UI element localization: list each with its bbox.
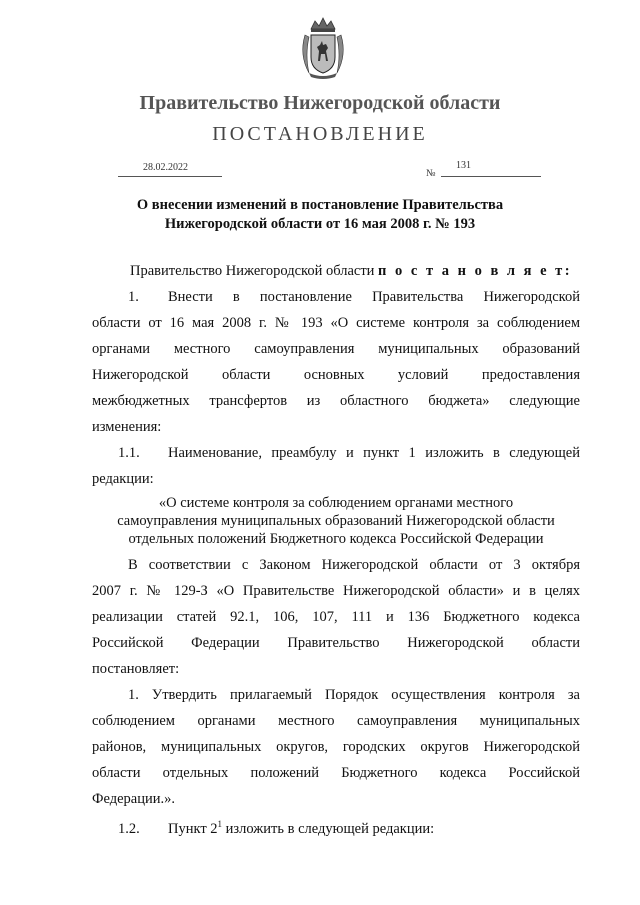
- paragraph-1-line: [92, 284, 580, 310]
- heading-line: Нижегородской области от 16 мая 2008 г. № 193: [164, 216, 476, 232]
- quoted-item-line: Федерации.».: [92, 791, 175, 807]
- preamble-line: Российской Федерации Правительство Нижегородской области: [92, 635, 580, 651]
- quoted-item-line: соблюдением органами местного самоуправления муниципальных: [92, 713, 580, 729]
- paragraph-1-line: межбюджетных трансфертов из областного бюджета» следующие: [92, 393, 580, 409]
- paragraph-text: Пункт 2: [168, 821, 218, 837]
- document-number: 131: [456, 160, 471, 171]
- quoted-title-line: самоуправления муниципальных образований Нижегородской области: [117, 513, 555, 529]
- paragraph-number: 1.2.: [118, 821, 140, 837]
- paragraph-number: 1.: [128, 289, 139, 305]
- intro-text: Правительство Нижегородской области: [130, 263, 379, 279]
- document-date: 28.02.2022: [143, 162, 188, 173]
- quoted-title: [92, 494, 580, 548]
- paragraph-1-line: области от 16 мая 2008 г. № 193 «О системе контроля за соблюдением: [92, 315, 580, 331]
- number-underline: [441, 176, 541, 177]
- paragraph-text: Внести в постановление Правительства Нижегородской: [168, 289, 580, 305]
- paragraph-1-2-line: [92, 816, 580, 842]
- intro-decree-word: п о с т а н о в л я е т:: [378, 263, 573, 279]
- quoted-item-line: районов, муниципальных округов, городских округов Нижегородской: [92, 739, 580, 755]
- coat-of-arms-icon: [295, 15, 351, 81]
- preamble-line: 2007 г. № 129-З «О Правительстве Нижегородской области» и в целях: [92, 583, 580, 599]
- intro-paragraph: [92, 258, 580, 284]
- number-sign: №: [426, 168, 436, 179]
- quoted-item-line: области отдельных положений Бюджетного кодекса Российской: [92, 765, 580, 781]
- paragraph-1-1-line: редакции:: [92, 471, 154, 487]
- paragraph-1-line: Нижегородской области основных условий предоставления: [92, 367, 580, 383]
- paragraph-text: Наименование, преамбулу и пункт 1 изложить в следующей: [168, 445, 580, 461]
- preamble-line: В соответствии с Законом Нижегородской области от 3 октября: [128, 557, 580, 573]
- document-heading: [60, 196, 580, 234]
- document-body: [92, 258, 580, 842]
- quoted-title-line: отдельных положений Бюджетного кодекса Российской Федерации: [128, 531, 544, 547]
- paragraph-text: изложить в следующей редакции:: [222, 821, 435, 837]
- paragraph-1-1-line: [92, 440, 580, 466]
- paragraph-number: 1.1.: [118, 445, 140, 461]
- paragraph-1-line: органами местного самоуправления муниципальных образований: [92, 341, 580, 357]
- government-title: Правительство Нижегородской области: [139, 92, 501, 114]
- quoted-item-line: 1. Утвердить прилагаемый Порядок осуществления контроля за: [128, 687, 580, 703]
- quoted-title-line: «О системе контроля за соблюдением органами местного: [158, 495, 514, 511]
- date-underline: [118, 176, 222, 177]
- superscript: 1: [217, 819, 223, 830]
- paragraph-1-line: изменения:: [92, 419, 162, 435]
- heading-line: О внесении изменений в постановление Правительства: [136, 197, 504, 213]
- preamble-line: постановляет:: [92, 661, 180, 677]
- document-type: ПОСТАНОВЛЕНИЕ: [212, 123, 428, 145]
- preamble-line: реализации статей 92.1, 106, 107, 111 и 136 Бюджетного кодекса: [92, 609, 580, 625]
